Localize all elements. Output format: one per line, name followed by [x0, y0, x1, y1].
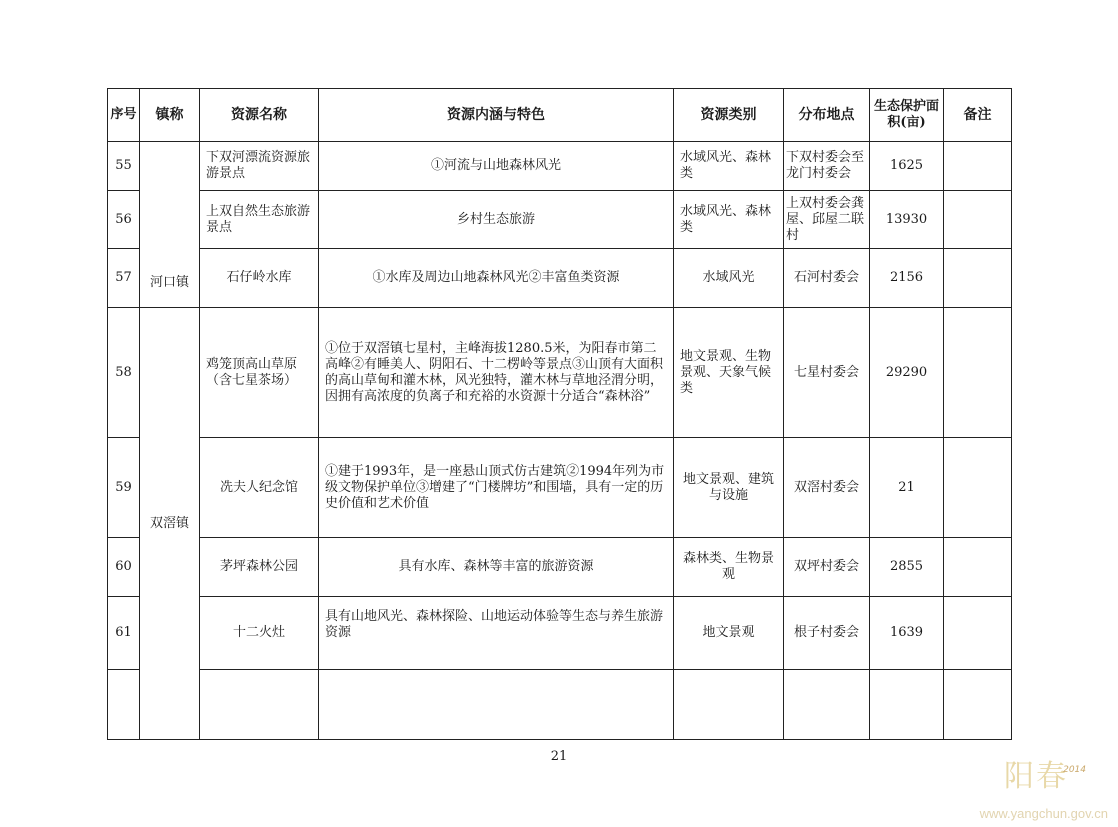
header-content: 资源内涵与特色 [319, 89, 674, 142]
row-remarks [944, 142, 1012, 191]
header-location: 分布地点 [784, 89, 870, 142]
row-area: 1625 [870, 142, 944, 191]
header-category: 资源类别 [674, 89, 784, 142]
table-row [108, 438, 1012, 538]
empty-cell [674, 670, 784, 740]
watermark-year: 2014 [1063, 765, 1086, 775]
table-row [108, 308, 1012, 438]
row-location: 双滘村委会 [784, 438, 870, 538]
table-row [108, 142, 1012, 191]
row-area: 2855 [870, 538, 944, 597]
row-index: 58 [108, 308, 140, 438]
row-category: 地文景观、生物景观、天象气候类 [674, 308, 784, 438]
row-index: 56 [108, 191, 140, 249]
row-index: 59 [108, 438, 140, 538]
row-remarks [944, 191, 1012, 249]
row-content: 具有山地风光、森林探险、山地运动体验等生态与养生旅游资源 [319, 597, 674, 670]
row-category: 森林类、生物景观 [674, 538, 784, 597]
header-area: 生态保护面积(亩) [870, 89, 944, 142]
resource-table [107, 88, 1012, 740]
empty-cell [200, 670, 319, 740]
row-name: 石仔岭水库 [200, 249, 319, 308]
row-index: 60 [108, 538, 140, 597]
row-remarks [944, 308, 1012, 438]
row-location: 七星村委会 [784, 308, 870, 438]
row-area: 1639 [870, 597, 944, 670]
row-name: 上双自然生态旅游景点 [200, 191, 319, 249]
row-name: 下双河漂流资源旅游景点 [200, 142, 319, 191]
header-name: 资源名称 [200, 89, 319, 142]
row-name: 茅坪森林公园 [200, 538, 319, 597]
row-content: ①河流与山地森林风光 [319, 142, 674, 191]
row-content: 乡村生态旅游 [319, 191, 674, 249]
header-remarks: 备注 [944, 89, 1012, 142]
table-row [108, 249, 1012, 308]
row-index: 55 [108, 142, 140, 191]
row-remarks [944, 597, 1012, 670]
row-location: 下双村委会至龙门村委会 [784, 142, 870, 191]
row-location: 双坪村委会 [784, 538, 870, 597]
town-cell: 双滘镇 [140, 308, 200, 740]
row-content: 具有水库、森林等丰富的旅游资源 [319, 538, 674, 597]
header-index: 序号 [108, 89, 140, 142]
empty-cell [319, 670, 674, 740]
table-row [108, 597, 1012, 670]
row-index: 57 [108, 249, 140, 308]
row-area: 13930 [870, 191, 944, 249]
empty-cell [108, 670, 140, 740]
row-content: ①建于1993年，是一座悬山顶式仿古建筑②1994年列为市级文物保护单位③增建了“门楼牌坊”和围墙，具有一定的历史价值和艺术价值 [319, 438, 674, 538]
row-category: 水域风光、森林类 [674, 142, 784, 191]
page-number: 21 [550, 749, 568, 764]
row-remarks [944, 249, 1012, 308]
empty-cell [784, 670, 870, 740]
row-area: 21 [870, 438, 944, 538]
row-location: 根子村委会 [784, 597, 870, 670]
header-row [108, 89, 1012, 142]
row-name: 十二火灶 [200, 597, 319, 670]
watermark-logo-mark: 阳春 [1004, 759, 1068, 794]
row-index: 61 [108, 597, 140, 670]
row-category: 水域风光 [674, 249, 784, 308]
row-name: 冼夫人纪念馆 [200, 438, 319, 538]
row-location: 石河村委会 [784, 249, 870, 308]
header-town: 镇称 [140, 89, 200, 142]
row-category: 水域风光、森林类 [674, 191, 784, 249]
row-content: ①位于双滘镇七星村，主峰海拔1280.5米，为阳春市第二高峰②有睡美人、阴阳石、十二楞岭等景点③山顶有大面积的高山草甸和灌木林，风光独特，灌木林与草地泾渭分明，因拥有高浓度的负离子和充裕的水资源十分适合“森林浴” [319, 308, 674, 438]
watermark-url: www.yangchun.gov.cn [979, 806, 1108, 821]
row-category: 地文景观 [674, 597, 784, 670]
row-area: 2156 [870, 249, 944, 308]
row-category: 地文景观、建筑与设施 [674, 438, 784, 538]
table-row [108, 191, 1012, 249]
row-remarks [944, 538, 1012, 597]
row-remarks [944, 438, 1012, 538]
row-area: 29290 [870, 308, 944, 438]
site-watermark [943, 751, 1108, 821]
row-location: 上双村委会龚屋、邱屋二联村 [784, 191, 870, 249]
town-cell: 河口镇 [140, 142, 200, 308]
empty-cell [870, 670, 944, 740]
row-name: 鸡笼顶高山草原（含七星茶场） [200, 308, 319, 438]
row-content: ①水库及周边山地森林风光②丰富鱼类资源 [319, 249, 674, 308]
table-row [108, 538, 1012, 597]
empty-cell [944, 670, 1012, 740]
empty-row [108, 670, 1012, 740]
